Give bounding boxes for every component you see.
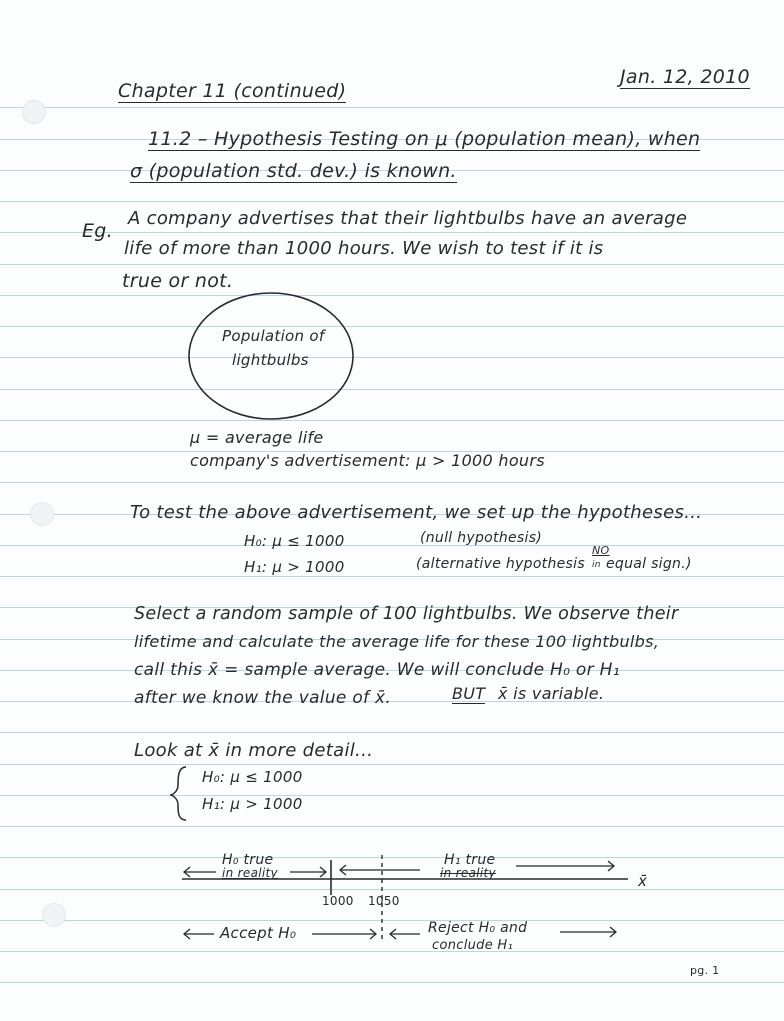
h0-true-label: H₀ true [222,852,274,868]
h1-note-b: equal sign.) [606,556,692,572]
example-line3: true or not. [122,270,234,292]
page-number: pg. 1 [690,964,720,977]
h1-true-label: H₁ true [444,852,496,868]
h0-note: (null hypothesis) [420,530,543,546]
h1-note-a: (alternative hypothesis [416,556,585,572]
population-label-line2: lightbulbs [232,351,309,369]
sample-line4-b: x̄ is variable. [498,684,605,703]
example-line2: life of more than 1000 hours. We wish to test if it is [124,238,604,259]
reject-h0-label: Reject H₀ and [428,920,528,936]
example-label: Eg. [82,220,114,242]
chapter-title: Chapter 11 (continued) [118,80,347,102]
h0-statement: H₀: μ ≤ 1000 [244,532,345,550]
company-claim: company's advertisement: μ > 1000 hours [190,451,545,470]
accept-h0-label: Accept H₀ [220,924,297,942]
sample-line1: Select a random sample of 100 lightbulbs. We observe their [134,604,679,624]
section-title-line1: 11.2 – Hypothesis Testing on μ (population mean), when [148,128,701,150]
conclude-h1-label: conclude H₁ [432,938,514,953]
sample-line3: call this x̄ = sample average. We will conclude H₀ or H₁ [134,660,620,680]
hypotheses-intro: To test the above advertisement, we set up the hypotheses... [130,502,703,523]
population-label-line1: Population of [222,327,325,345]
detail-h1: H₁: μ > 1000 [202,795,303,813]
h1-note-in: in [592,560,601,570]
h1-statement: H₁: μ > 1000 [244,558,345,576]
axis-label-xbar: x̄ [638,872,648,890]
sample-line4-a: after we know the value of x̄. [134,688,392,708]
brace [170,767,186,820]
h1-note-no: NO [592,544,610,557]
tick-label-1000: 1000 [322,894,354,908]
example-line1: A company advertises that their lightbulbs have an average [128,208,688,229]
detail-h0: H₀: μ ≤ 1000 [202,768,303,786]
detail-intro: Look at x̄ in more detail... [134,740,374,761]
section-title-line2: σ (population std. dev.) is known. [130,160,457,182]
sample-line4-but: BUT [452,684,486,703]
sample-line2: lifetime and calculate the average life for these 100 lightbulbs, [134,632,660,651]
date: Jan. 12, 2010 [620,66,750,88]
h0-true-sublabel: in reality [222,866,278,880]
h1-true-sublabel: in reality [440,866,496,880]
tick-label-1050: 1050 [368,894,400,908]
mu-definition: μ = average life [190,428,324,447]
